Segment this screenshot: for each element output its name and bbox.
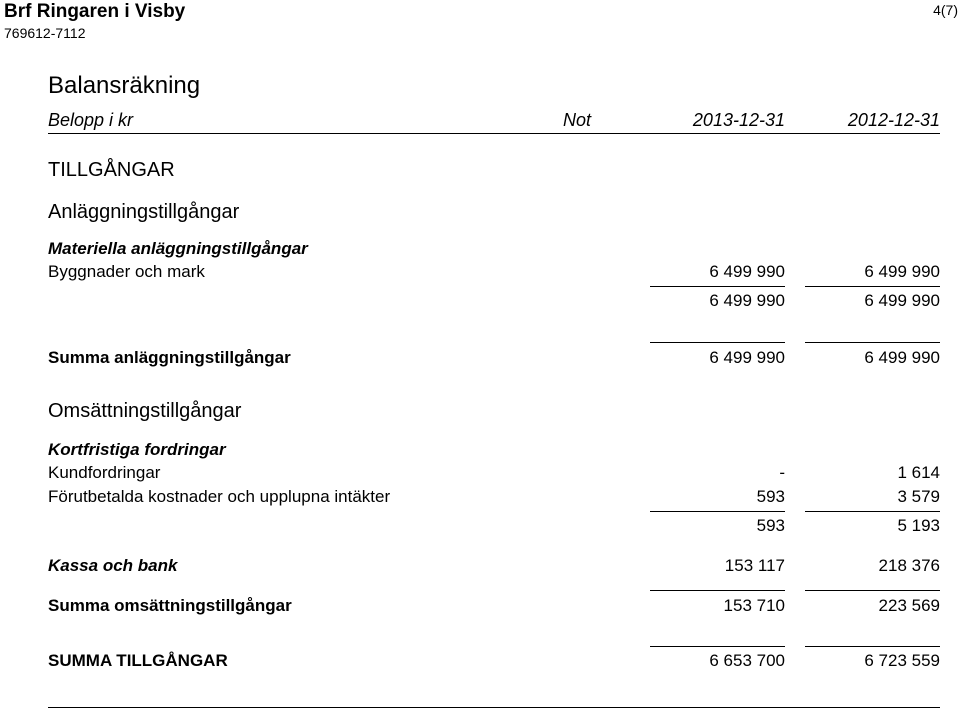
receivables-rule-current bbox=[650, 511, 785, 512]
fixed-assets-total-label: Summa anläggningstillgångar bbox=[48, 348, 291, 367]
grand-total-label: SUMMA TILLGÅNGAR bbox=[48, 651, 228, 670]
current-assets-total-prior: 223 569 bbox=[878, 596, 940, 615]
buildings-current-value: 6 499 990 bbox=[709, 262, 785, 281]
note-column-header: Not bbox=[563, 110, 592, 130]
footer-rule bbox=[48, 707, 940, 708]
grand-total-rule-prior bbox=[805, 646, 940, 647]
page-title: Balansräkning bbox=[48, 72, 201, 99]
grand-total-prior: 6 723 559 bbox=[864, 651, 940, 670]
receivables-rule-prior bbox=[805, 511, 940, 512]
trade-receivables-label: Kundfordringar bbox=[48, 463, 161, 482]
page-indicator bbox=[933, 2, 958, 18]
current-assets-total-current: 153 710 bbox=[723, 596, 785, 615]
buildings-prior-value: 6 499 990 bbox=[864, 262, 940, 281]
fixed-assets-heading: Anläggningstillgångar bbox=[48, 201, 240, 223]
assets-heading: TILLGÅNGAR bbox=[48, 159, 175, 181]
current-period-header: 2013-12-31 bbox=[692, 110, 785, 130]
page-number: 4 bbox=[933, 2, 941, 18]
tangible-subtotal-current: 6 499 990 bbox=[709, 291, 785, 310]
header-underline bbox=[48, 133, 940, 134]
org-number: 769612-7112 bbox=[4, 25, 86, 41]
fixed-assets-total-prior: 6 499 990 bbox=[864, 348, 940, 367]
receivables-subtotal-current: 593 bbox=[756, 516, 785, 535]
cash-prior: 218 376 bbox=[878, 556, 940, 575]
trade-receivables-current: - bbox=[779, 463, 785, 482]
receivables-heading: Kortfristiga fordringar bbox=[48, 440, 226, 459]
prepaid-label: Förutbetalda kostnader och upplupna intäkter bbox=[48, 487, 391, 506]
fixed-assets-total-current: 6 499 990 bbox=[709, 348, 785, 367]
current-total-rule-prior bbox=[805, 590, 940, 591]
grand-total-rule-current bbox=[650, 646, 785, 647]
prepaid-prior: 3 579 bbox=[897, 487, 940, 506]
prepaid-current: 593 bbox=[756, 487, 785, 506]
subtotal-rule-prior bbox=[805, 286, 940, 287]
current-assets-heading: Omsättningstillgångar bbox=[48, 400, 242, 422]
company-name: Brf Ringaren i Visby bbox=[4, 1, 186, 22]
current-assets-total-label: Summa omsättningstillgångar bbox=[48, 596, 292, 615]
trade-receivables-prior: 1 614 bbox=[897, 463, 940, 482]
cash-current: 153 117 bbox=[724, 556, 785, 575]
buildings-label: Byggnader och mark bbox=[48, 262, 205, 281]
tangible-subtotal-prior: 6 499 990 bbox=[864, 291, 940, 310]
total-rule-current bbox=[650, 342, 785, 343]
total-rule-prior bbox=[805, 342, 940, 343]
tangible-assets-heading: Materiella anläggningstillgångar bbox=[48, 239, 308, 258]
page-total: (7) bbox=[940, 2, 958, 18]
grand-total-current: 6 653 700 bbox=[709, 651, 785, 670]
receivables-subtotal-prior: 5 193 bbox=[897, 516, 940, 535]
amount-unit-label: Belopp i kr bbox=[48, 110, 134, 130]
subtotal-rule-current bbox=[650, 286, 785, 287]
current-total-rule-current bbox=[650, 590, 785, 591]
cash-label: Kassa och bank bbox=[48, 556, 178, 575]
prior-period-header: 2012-12-31 bbox=[847, 110, 940, 130]
